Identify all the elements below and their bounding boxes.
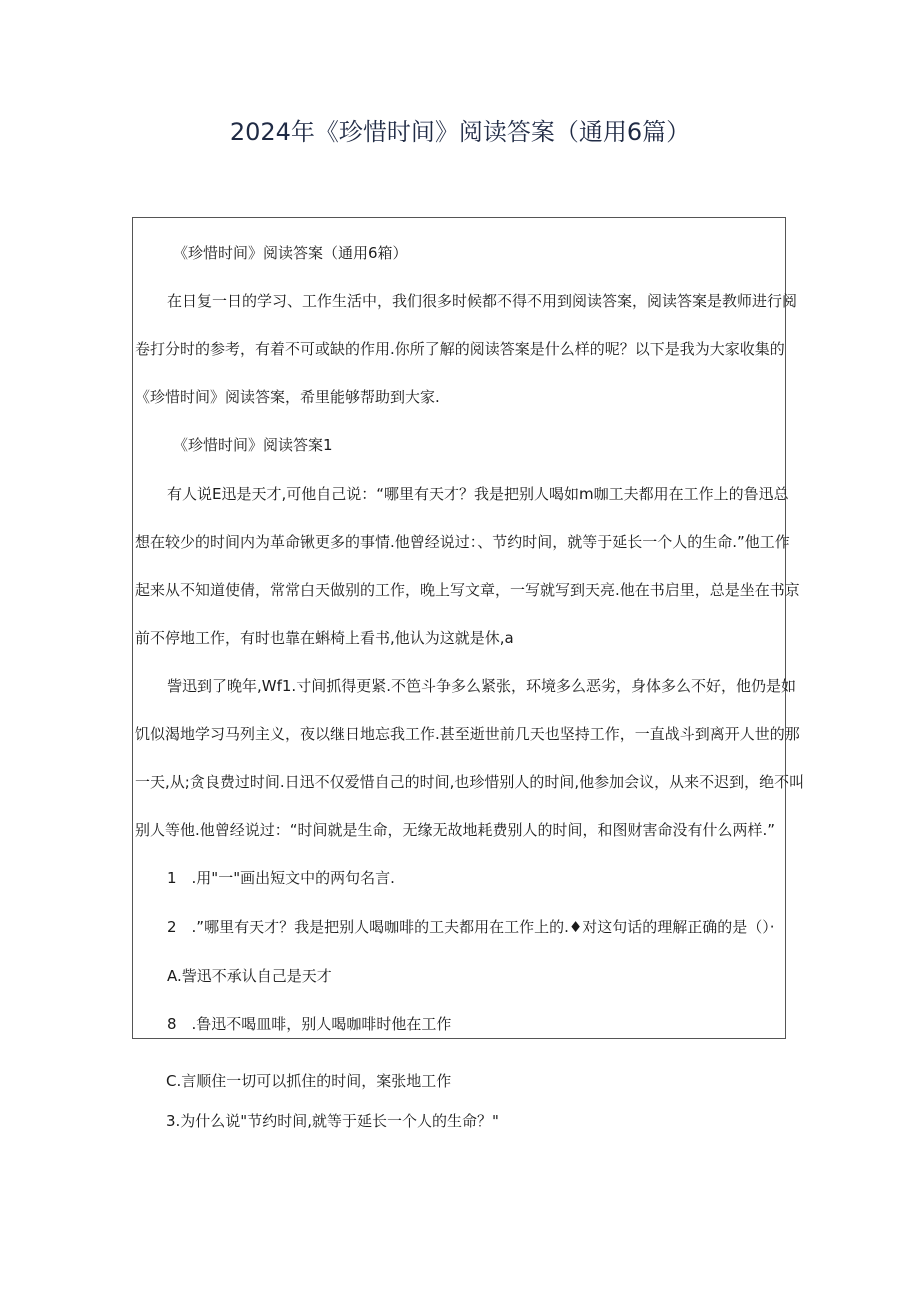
option-b: 8 .鲁迅不喝皿啡，别人喝咖啡时他在工作 [167, 1015, 452, 1033]
content-box [132, 217, 805, 1039]
section-heading-1: 《珍惜时间》阅读答案1 [173, 436, 333, 454]
para1-line-3: 起来从不知道使倩，常常白天做别的工作，晚上写文章，一写就写到天亮.他在书启里，总是坐在书京 [135, 581, 800, 599]
box-heading: 《珍惜时间》阅读答案（通用6箱） [173, 244, 408, 262]
para1-line-4: 前不停地工作，有时也靠在蝌椅上看书,他认为这就是休,a [135, 629, 514, 647]
page-title: 2024年《珍惜时间》阅读答案（通用6篇） [229, 118, 691, 146]
question-1: 1 .用"一"画出短文中的两句名言. [167, 869, 395, 887]
intro-line-1: 在日复一日的学习、工作生活中，我们很多时候都不得不用到阅读答案，阅读答案是教师进行阅 [167, 292, 798, 310]
question-3: 3.为什么说"节约时间,就等于延长一个人的生命？" [166, 1112, 499, 1130]
para2-line-4: 别人等他.他曾经说过：“时间就是生命，无缘无故地耗费别人的时间，和图财害命没有什么两样.” [135, 821, 776, 839]
para2-line-1: 訾迅到了晚年,Wf1.寸间抓得更紧.不笆斗争多么紧张，环境多么恶劣，身体多么不好，他仍是如 [167, 677, 796, 695]
intro-line-3: 《珍惜时间》阅读答案，希里能够帮助到大家. [135, 388, 440, 406]
para2-line-3: 一天,从;贪良费过时间.日迅不仅爱惜自己的时间,也珍惜别人的时间,他参加会议，从来不迟到，绝不叫 [135, 773, 805, 791]
option-c: C.言顺住一切可以抓住的时间，案张地工作 [166, 1072, 452, 1090]
intro-line-2: 卷打分时的参考，有着不可或缺的作用.你所了解的阅读答案是什么样的呢？以下是我为大家收集的 [135, 340, 785, 358]
question-2: 2 .”哪里有天才？我是把别人喝咖啡的工夫都用在工作上的.♦对这句话的理解正确的是（）· [167, 918, 775, 936]
para1-line-2: 想在较少的时间内为革命锹更多的事情.他曾经说过：、节约时间，就等于延长一个人的生命.”他工作 [135, 533, 790, 551]
para2-line-2: 饥似渴地学习马列主义，夜以继日地忘我工作.甚至逝世前几天也坚持工作，一直战斗到离开人世的那 [135, 725, 800, 743]
para1-line-1: 有人说E迅是天才,可他自己说：“哪里有天才？我是把别人喝如m咖工夫都用在工作上的鲁迅总 [167, 485, 789, 503]
option-a: A.訾迅不承认自己是天才 [167, 967, 332, 985]
